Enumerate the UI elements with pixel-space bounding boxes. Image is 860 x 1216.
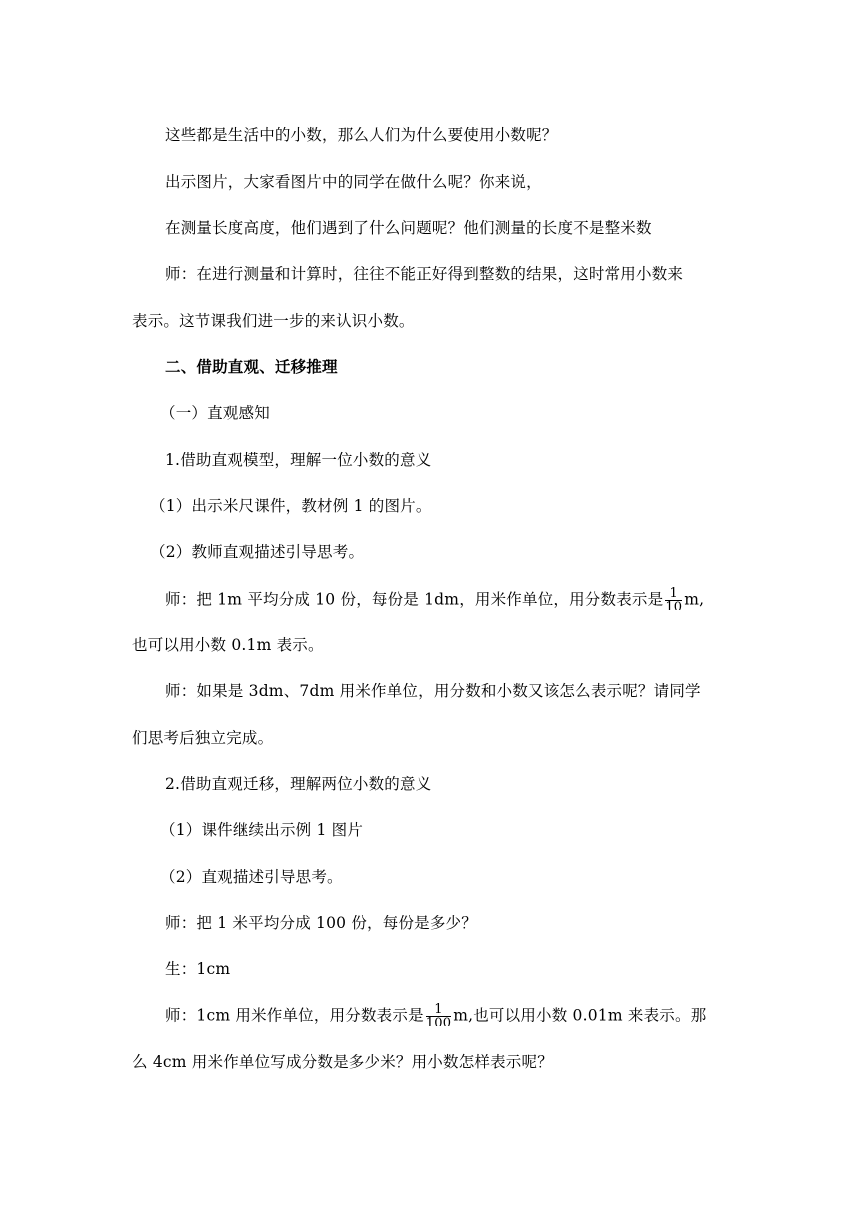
- subsection-heading: （一）直观感知: [160, 404, 270, 422]
- fraction: [426, 1003, 451, 1026]
- paragraph: 师：在进行测量和计算时，往往不能正好得到整数的结果，这时常用小数来: [165, 265, 684, 283]
- paragraph-text: m,: [684, 590, 705, 609]
- list-item: 1.借助直观模型，理解一位小数的意义: [165, 451, 432, 469]
- fraction-denominator: 100: [425, 1017, 452, 1026]
- paragraph: 们思考后独立完成。: [132, 729, 274, 747]
- paragraph: 生：1cm: [165, 960, 231, 978]
- paragraph: 表示。这节课我们进一步的来认识小数。: [132, 312, 415, 330]
- list-item: （2）教师直观描述引导思考。: [150, 543, 365, 561]
- list-item: 2.借助直观迁移，理解两位小数的意义: [165, 775, 432, 793]
- fraction: [665, 587, 682, 610]
- paragraph-with-fraction: [165, 586, 705, 612]
- list-item: （1）课件继续出示例 1 图片: [160, 821, 364, 839]
- paragraph: 师：如果是 3dm、7dm 用米作单位，用分数和小数又该怎么表示呢？请同学: [165, 682, 701, 700]
- paragraph-text: m,也可以用小数 0.01m 来表示。那: [453, 1006, 707, 1025]
- paragraph-with-fraction: [165, 1002, 707, 1028]
- paragraph-text: 师：1cm 用米作单位，用分数表示是: [165, 1006, 424, 1025]
- fraction-numerator: 1: [669, 586, 679, 601]
- list-item: （2）直观描述引导思考。: [160, 868, 343, 886]
- fraction-numerator: 1: [434, 1002, 443, 1017]
- paragraph: 在测量长度高度，他们遇到了什么问题呢？他们测量的长度不是整米数: [165, 219, 652, 237]
- paragraph: 出示图片，大家看图片中的同学在做什么呢？你来说，: [165, 173, 542, 191]
- paragraph-text: 师：把 1m 平均分成 10 份，每份是 1dm，用米作单位，用分数表示是: [165, 590, 664, 609]
- paragraph: 么 4cm 用米作单位写成分数是多少米？用小数怎样表示呢？: [132, 1053, 553, 1071]
- paragraph: 也可以用小数 0.1m 表示。: [132, 636, 324, 654]
- paragraph: 这些都是生活中的小数，那么人们为什么要使用小数呢？: [165, 126, 558, 144]
- fraction-denominator: 10: [665, 601, 683, 610]
- section-heading: 二、借助直观、迁移推理: [165, 357, 338, 376]
- list-item: （1）出示米尺课件，教材例 1 的图片。: [150, 497, 432, 515]
- paragraph: 师：把 1 米平均分成 100 份，每份是多少？: [165, 914, 477, 932]
